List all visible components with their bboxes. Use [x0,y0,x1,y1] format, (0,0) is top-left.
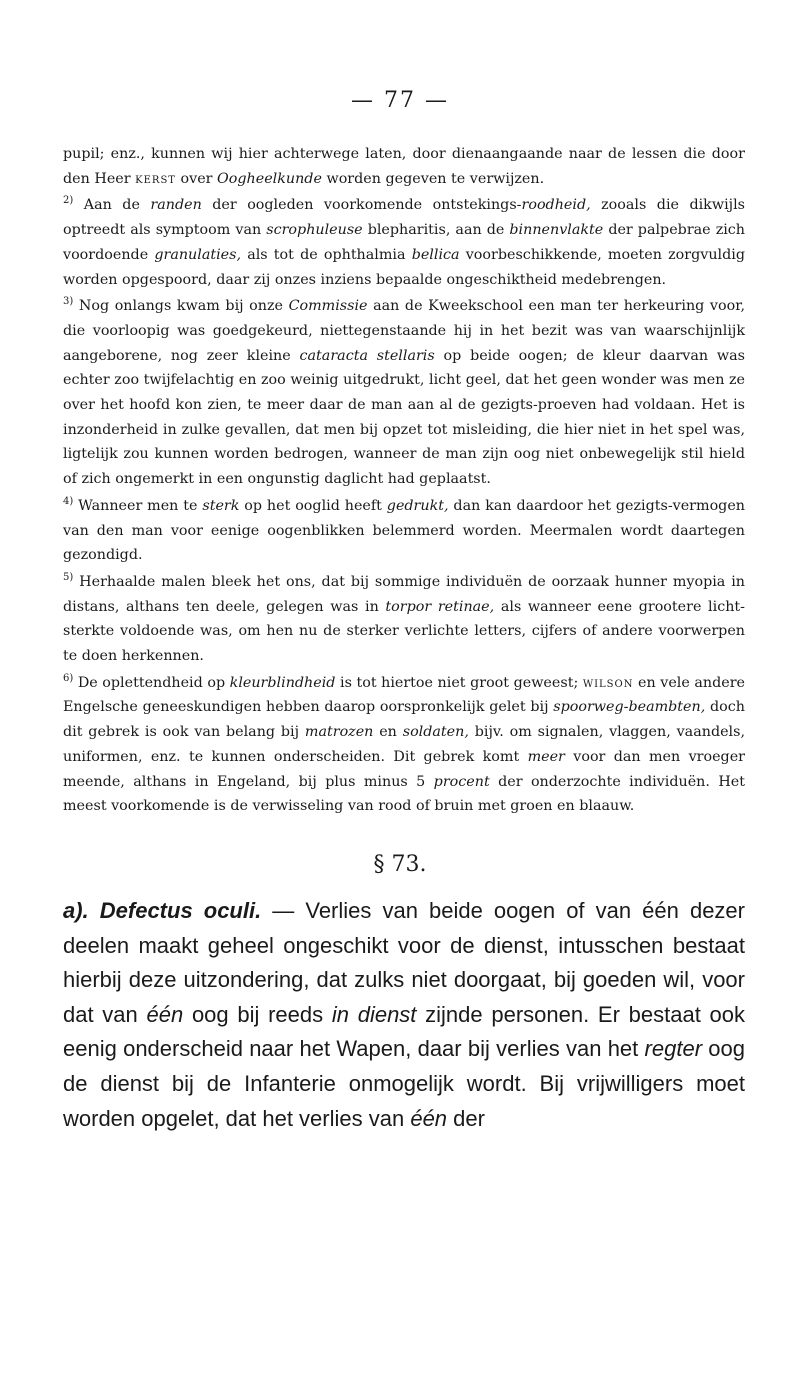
text-run: sterk [202,497,240,514]
footnote-paragraph [63,570,745,669]
text-run: en [373,724,403,741]
text-run: in dienst [331,1001,417,1027]
footnote-marker: 6) [63,673,74,684]
text-run: procent [433,773,490,790]
text-run: Oogheelkunde [217,170,322,187]
text-run: op beide oogen; de kleur daarvan was echter zoo twijfelachtig en zoo weinig uitgedrukt, licht geel, dat het geen wonder was men ze over het hoofd kon zien, te meer daar de man aan al de gezigts-proeven had voldaan. Het is inzonderheid in zulke gevallen, dat men bij opzet tot misleiding, die hier niet in het spel was, ligtelijk zou kunnen worden bedrogen, wanneer de man zijn oog niet onbewegelijk stil hield of zich ongemerkt in een ongunstig daglicht had geplaatst. [63,347,746,488]
text-run: is tot hiertoe niet groot geweest; [335,674,583,691]
text-run: a). Defectus oculi. [63,898,262,923]
text-run: oog bij reeds [183,1001,332,1027]
text-run: blepharitis, aan de [362,222,510,239]
text-run: dan kan daardoor het gezigts-vermogen van den man voor eenige oogenblikken belemmerd worden. Meermalen wordt daartegen gezondigd. [63,497,746,564]
text-run: wilson [582,674,634,691]
text-run: Wanneer men te [73,497,203,514]
text-run: gedrukt, [386,497,449,514]
text-run: regter [644,1036,703,1062]
text-run: — Verlies van beide oogen of van één dezer deelen maakt geheel ongeschikt voor de dienst, intusschen bestaat hierbij deze uitzondering, dat zulks niet doorgaat, bij goeden wil, voor dat van [63,898,745,1027]
text-run: der oogleden voorkomende ontstekings- [201,197,522,214]
text-run: op het ooglid heeft [239,497,387,514]
text-run: één [410,1105,448,1131]
text-run: De oplettendheid op [73,674,230,691]
text-run: scrophuleuse [266,222,363,239]
text-run: bijv. om signalen, vlaggen, vaandels, uniformen, enz. te kunnen onderscheiden. Dit gebrek komt [63,724,746,765]
text-run: als wanneer eene grootere licht-sterkte voldoende was, om hen nu de sterker verlichte letters, cijfers of andere voorwerpen te doen herkennen. [63,598,745,665]
footnote-paragraph [63,494,745,568]
page-number: — 77 — [351,88,449,113]
text-run: Commissie [288,298,368,315]
text-run: zooals die dikwijls optreedt als symptoom van [63,197,745,239]
footnote-paragraph [63,193,745,292]
section-heading: § 73. [373,852,427,877]
text-run: voorbeschikkende, moeten zorgvuldig worden opgespoord, daar zij onzes inziens bepaalde ongeschiktheid medebrengen. [63,246,745,288]
text-run: Nog onlangs kwam bij onze [73,298,289,315]
text-run: over [175,170,218,187]
footnote-marker: 2) [63,195,74,207]
main-paragraph-block [63,894,745,1136]
text-run: kleurblindheid [229,674,336,691]
text-run: kerst [135,170,176,187]
text-run: meer [527,748,565,765]
text-run: cataracta stellaris [299,347,435,364]
text-run: en vele andere Engelsche geneeskundigen hebben daarop oorspronkelijk gelet bij [63,674,746,716]
footnote-paragraph [63,294,745,492]
footnote-marker: 4) [63,496,74,508]
footnotes-block [63,142,745,819]
text-run: der [447,1105,485,1131]
text-run: zijnde personen. Er bestaat ook eenig onderscheid naar het Wapen, daar bij verlies van het [63,1001,745,1062]
text-run: voor dan men vroeger meende, althans in Engeland, bij plus minus 5 [63,748,746,790]
footnote-marker: 5) [63,572,74,584]
main-paragraph [63,894,745,1136]
text-run: der onderzochte individuën. Het meest voorkomende is de verwisseling van rood of bruin met groen en blaauw. [63,773,745,815]
text-run: worden gegeven te verwijzen. [321,170,545,187]
text-run: Aan de [73,197,151,214]
text-run: spoorweg-beambten, [553,699,706,716]
text-run: granulaties, [154,246,242,263]
footnote-marker: 3) [63,296,74,308]
text-run: matrozen [304,724,374,741]
text-run: doch dit gebrek is ook van belang bij [63,699,745,741]
text-run: aan de Kweekschool een man ter herkeuring voor, die voorloopig was goedgekeurd, niettegenstaande hij in het bezit was van waarschijnlijk aangeborene, nog zeer kleine [63,298,746,364]
footnote-paragraph [63,142,745,191]
text-run: bellica [411,246,460,263]
text-run: oog de dienst bij de Infanterie onmogelijk wordt. Bij vrijwilligers moet worden opgelet, dat het verlies van [63,1036,745,1131]
text-run: soldaten, [402,724,469,741]
text-run: roodheid, [521,197,591,214]
text-run: der palpebrae zich voordoende [63,222,746,263]
footnote-paragraph [63,671,745,819]
text-run: pupil; enz., kunnen wij hier achterwege laten, door dienaangaande naar de lessen die door den Heer [63,146,745,187]
text-run: randen [150,197,202,214]
text-run: binnenvlakte [509,222,604,239]
text-run: één [146,1001,184,1027]
text-run: Herhaalde malen bleek het ons, dat bij sommige individuën de oorzaak hunner myopia in distans, althans ten deele, gelegen was in [63,573,745,615]
text-run: torpor retinae, [385,598,495,615]
text-run: als tot de ophthalmia [241,246,412,263]
